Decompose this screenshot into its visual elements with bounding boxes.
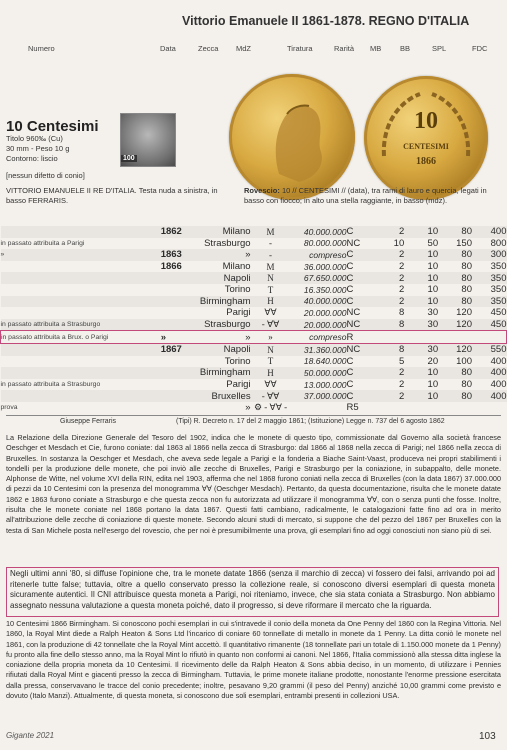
row-rarity: NC [346,237,361,249]
row-note [1,296,161,308]
row-mint: Torino [224,355,251,367]
row-mintmark: ⱯⱯ [264,307,277,318]
col-mdz: MdZ [236,44,251,53]
row-mintmark: ⱯⱯ [264,379,277,390]
row-note [1,343,161,355]
row-mintmark: T [267,356,274,367]
row-year: » [161,331,191,344]
row-mint: » [191,249,251,261]
table-row [1,284,507,296]
row-price-spl: 100 [456,355,472,367]
row-year [161,296,191,308]
row-rarity: C [346,261,354,273]
row-mintage: 20.000.000 [291,319,347,331]
row-mintage: compreso [291,249,347,261]
row-price-spl: 80 [438,367,472,379]
row-price-bb: 10 [404,367,438,379]
coin-reverse-year: 1866 [416,156,436,167]
row-note: » [1,249,161,261]
row-price-fdc: 450 [490,307,507,319]
row-price-fdc: 400 [472,367,507,379]
row-year [161,402,191,414]
row-price-mb: 2 [398,284,405,296]
row-price-bb: 10 [404,226,438,238]
table-row [1,261,507,273]
coin-title-number: 10 [6,118,23,135]
coin-reverse-value: 10 [414,108,438,134]
row-mint: Napoli [191,343,251,355]
row-mint: Birmingham [191,367,251,379]
table-row [1,379,507,391]
row-year [161,319,191,331]
row-price-bb: 10 [427,284,439,296]
page-number: 103 [479,731,496,742]
row-price-mb: 2 [370,249,404,261]
table-row [1,296,507,308]
table-row [1,390,507,402]
row-rarity: C [346,390,370,402]
row-mintage: 13.000.000 [303,379,347,390]
row-price-spl: 80 [438,296,472,308]
mintage-table [0,226,507,414]
reverse-label: Rovescio: [244,186,280,195]
column-headings [0,42,507,56]
row-price-fdc: 450 [472,319,507,331]
row-mint: Strasburgo [191,319,251,331]
row-year [161,272,191,284]
row-mintage: 16.350.000 [303,284,347,295]
col-spl: SPL [432,44,447,53]
row-price-bb: 10 [404,249,438,261]
row-mint: » [245,402,251,414]
row-price-fdc: 350 [490,284,507,296]
row-mintmark: H [251,367,291,379]
row-mintmark: H [251,296,291,308]
row-mint: Milano [222,261,251,273]
row-mint: » [191,331,251,344]
row-price-mb: 8 [370,343,404,355]
row-year: 1867 [161,343,191,355]
row-price-bb: 10 [404,296,438,308]
row-mintage: 37.000.000 [291,390,347,402]
row-price-spl: 80 [438,226,472,238]
row-year [161,379,191,391]
row-mintmark: » [251,331,291,344]
row-mint: Birmingham [191,296,251,308]
row-mintmark: ⚙ - ⱯⱯ - [253,402,288,413]
row-mintmark: - ⱯⱯ [251,390,291,402]
row-price-fdc: 300 [472,249,507,261]
row-price-spl: 80 [438,249,472,261]
row-price-mb: 8 [398,307,405,319]
row-mintmark: T [267,284,274,295]
row-price-bb: 10 [427,261,439,273]
row-mintage: 40.000.000 [291,296,347,308]
paragraph-history: La Relazione della Direzione Generale del Tesoro del 1902, indica che le monete di questo tipo, commissionate dal Governo alla società francese Oeschger et Mesdach et Cie, furono coniate: dal 1863 al 1866 nella zecca di Strasburgo: dal 1866 al 1868 nella zecca di Parigi; nel 1866 nella zecca di Bruxelles. In sostanza la Oeschger et Mesdach, che aveva sede legale a Parigi e la fonderia a Biache Saint-Vaast, produceva nei propri stabilimenti i tondelli per la produzione delle monete, che poi inviò alle zecche di Bruxelles, Parigi e Strasburgo per la coniazione, in subappalto, delle monete. Alphonse de Witte, nel volume XVI della RIN, edita nel 1903, afferma che nel 1868 furono coniati nella zecca di Bruxelles (con la data 1867) 37.000.000 di pezzi da 10 Centesimi con la presenza del monogramma ⱯⱯ (Oeschger Mesdach). Pertanto, da questa documentazione, risulta che le monete datate 1862 e 1863 furono coniate a Strasburgo e che questa zecca non fu autorizzata ad utilizzare il monogramma ⱯⱯ, con o senza punti che fosse. Inoltre, risulta che le monete coniate nel 1868 portano la data 1867. Questi fatti cambiano, radicalmente, le catalogazioni fatte fino ad ora in merito all'attribuzione delle zecche di coniazione di queste monete. Secondo alcuni studi di mercato, si suppone che del pezzo del 1867 per Bruxelles con la testa di San Michele posta nell'esergo del rovescio, che per noi è presumibilmente una prova, gli esemplari fino ad oggi conosciuti non siano più di sei. [6,433,501,535]
row-note: in passato attribuita a Strasburgo [0,381,101,389]
table-row [1,319,507,331]
col-data: Data [160,44,176,53]
row-year [161,390,191,402]
row-price-fdc: 350 [490,261,507,273]
col-mb: MB [370,44,382,53]
row-note [1,272,161,284]
table-row [1,343,507,355]
row-price-spl [438,331,472,344]
row-mint: Milano [191,226,251,238]
row-price-spl: 120 [438,343,472,355]
row-mintage: 18.640.000 [303,356,347,367]
row-mintmark: M [251,226,291,238]
row-mintmark: N [251,343,291,355]
row-price-fdc: 550 [472,343,507,355]
row-price-mb: 2 [370,272,404,284]
row-rarity: R5 [346,402,359,414]
row-price-mb: 2 [370,390,404,402]
row-price-fdc [472,331,507,344]
row-note: in passato attribuita a Strasburgo [1,319,161,331]
row-year [161,284,191,296]
row-year: 1866 [160,261,182,273]
row-price-mb: 2 [370,296,404,308]
row-mintage: 36.000.000 [303,261,347,272]
row-year [161,356,191,368]
table-row [1,331,507,344]
row-note [1,307,161,319]
row-price-mb: 8 [370,319,404,331]
row-price-fdc [472,402,507,414]
row-price-bb: 30 [404,343,438,355]
row-mintmark: - [251,249,291,261]
row-rarity: NC [346,343,370,355]
page-header-title: Vittorio Emanuele II 1861-1878. REGNO D'ITALIA [182,14,470,28]
table-row [1,249,507,261]
row-price-mb [370,402,404,414]
row-mint: Parigi [226,379,251,391]
row-note [1,390,161,402]
row-mintmark: - [269,238,273,249]
row-price-bb: 10 [404,272,438,284]
table-row [1,226,507,238]
row-year: 1862 [161,226,191,238]
paragraph-birmingham: 10 Centesimi 1866 Birmingham. Si conoscono pochi esemplari in cui s'intravede il conio della moneta da One Penny del 1860 con la Regina Vittoria. Nel 1860, la Royal Mint diede a Ralph Heaton & Sons Ltd l'incarico di coniare 60 tonnellate di metallo in monete da 1 Penny. La ditta coniò le monete nel 1861, con la produzione di 42 tonnellate che la Royal Mint accettò. Il quantitativo rimanente (18 tonnellate pari un totale di 1.150.000 monete da 1 Penny) fu pronto alla fine dello stesso anno, ma la Royal Mint lo rifiutò in quanto non conformi ai canoni. Nel 1866, l'Italia commissionò alla stessa ditta inglese la coniazione della propria moneta da 10 Centesimi. Il ricevimento delle da Ralph Heaton & Sons abbia deciso, in un momento, di utilizzare i Pennies rifiutati dalla Royal Mint e giacenti presso la zecca di Birmingham. Tuttavia, le prime monete italiane prodotte, nonostante l'enorme pressione esercitata dalla pressa, conservavano le tracce del conio precedente; inoltre, pesavano 9,20 grammi (il peso del Penny) anziché 10,00 grammi come previsto e dovuto (Italo Manzi). Attualmente, di questa moneta, si conoscono due soli esemplari, entrambi presenti in collezioni USA. [6,619,501,701]
row-rarity: NC [346,319,370,331]
detail-thumbnail-label: 100 [123,155,135,162]
row-mintage: 67.650.000 [291,272,347,284]
row-rarity: C [346,226,370,238]
portrait-icon [229,74,355,200]
row-note [1,261,161,273]
row-mintmark: M [266,261,275,272]
row-price-fdc: 350 [472,296,507,308]
row-price-fdc: 400 [472,226,507,238]
row-price-mb: 2 [370,226,404,238]
row-price-spl: 120 [456,307,472,319]
row-price-bb: 20 [427,355,439,367]
row-price-mb: 10 [393,237,405,249]
row-price-spl: 80 [461,261,472,273]
row-rarity: C [346,355,354,367]
coin-title [6,118,99,135]
col-tiratura: Tiratura [287,44,313,53]
row-price-spl: 80 [461,379,472,391]
row-price-fdc: 400 [490,355,507,367]
legal-reference: (Tipi) R. Decreto n. 17 del 2 maggio 1861; (Istituzione) Legge n. 737 del 6 agosto 1862 [176,418,445,425]
col-numero: Numero [28,44,55,53]
coin-reverse-image [364,76,488,200]
row-price-bb: 10 [404,390,438,402]
row-price-mb: 5 [398,355,405,367]
spec-line-2: 30 mm - Peso 10 g [6,144,70,153]
row-year [161,307,191,319]
row-note [1,226,161,238]
wreath-icon [364,76,488,200]
row-price-bb: 10 [427,379,439,391]
row-mintage: 40.000.000 [291,226,347,238]
row-mintmark: N [251,272,291,284]
table-row [1,238,507,250]
author-credit: Giuseppe Ferraris [60,418,117,425]
row-rarity: C [346,249,370,261]
col-zecca: Zecca [198,44,219,53]
row-price-fdc: 400 [490,379,507,391]
col-fdc: FDC [472,44,488,53]
row-rarity: R [346,331,370,344]
row-price-fdc: 800 [490,237,507,249]
row-price-mb: 2 [398,261,405,273]
row-note [1,356,161,368]
coin-title-text: Centesimi [26,118,99,135]
table-row [1,272,507,284]
row-price-spl: 150 [456,237,472,249]
table-row [1,307,507,319]
row-mintage: compreso [291,331,347,344]
coin-obverse-image [229,74,355,200]
table-row [1,356,507,368]
row-note [1,367,161,379]
separator-line [6,415,501,416]
row-price-spl: 80 [461,284,472,296]
row-price-spl: 80 [438,272,472,284]
highlight-box-text: Negli ultimi anni '80, si diffuse l'opinione che, tra le monete datate 1866 (senza il marchio di zecca) vi fossero dei falsi, arrivando poi ad ritenerle tutte false; tuttavia, oltre a quello conservato presso la collezione reale, si conoscono diversi esemplari di questa moneta sicuramente autentici. Il CNI attribuisce questa moneta a Parigi, noi riteniamo, invece, che sia stata coniata a Strasburgo. Non abbiamo assegnato nessuna valutazione a questa moneta poiché, dato il progresso, si deve riformare il mercato che la riguarda. [10,569,495,610]
row-price-fdc: 350 [472,272,507,284]
row-note: in passato attribuita a Brux. o Parigi [1,331,161,344]
coin-reverse-word: CENTESIMI [403,142,449,151]
row-year [161,238,191,250]
variant-note: [nessun difetto di conio] [6,171,85,180]
table-row [1,402,507,414]
table-row [1,367,507,379]
row-price-bb [404,402,438,414]
row-mint: Bruxelles [191,390,251,402]
row-rarity: C [346,284,354,296]
spec-line-1: Titolo 960‰ (Cu) [6,134,63,143]
row-price-spl [438,402,472,414]
row-rarity: C [346,379,354,391]
row-price-fdc: 400 [472,390,507,402]
row-year: 1863 [161,249,191,261]
row-price-bb: 30 [427,307,439,319]
col-bb: BB [400,44,411,53]
row-mintage: 20.000.000 [303,307,347,318]
row-rarity: C [346,367,370,379]
reverse-text: 10 // CENTESIMI // (data), tra rami di lauro e quercia, legati in basso con fiocco; in alto una stella raggiante, in basso (mdz). [244,186,487,205]
row-mint: Torino [224,284,251,296]
col-rarita: Rarità [334,44,355,53]
row-price-bb: 50 [427,237,439,249]
row-mintage: 31.360.000 [291,343,347,355]
row-rarity: C [346,296,370,308]
row-mint: Napoli [191,272,251,284]
row-rarity: NC [346,307,361,319]
row-mint: Strasburgo [204,237,251,249]
obverse-description: VITTORIO EMANUELE II RE D'ITALIA. Testa nuda a sinistra, in basso FERRARIS. [6,186,218,205]
row-mintage [291,402,347,414]
row-price-mb: 2 [398,379,405,391]
row-price-mb [370,331,404,344]
row-note: prova [0,404,18,412]
row-note [1,284,161,296]
row-note: in passato attribuita a Parigi [0,239,85,247]
spec-line-3: Contorno: liscio [6,154,58,163]
row-price-mb: 2 [370,367,404,379]
reverse-description [244,186,500,206]
row-mintage: 80.000.000 [303,238,347,249]
row-rarity: C [346,272,370,284]
row-price-spl: 120 [438,319,472,331]
row-year [161,367,191,379]
row-price-bb: 30 [404,319,438,331]
row-mint: Parigi [226,307,251,319]
row-mintmark: - ⱯⱯ [251,319,291,331]
row-price-spl: 80 [438,390,472,402]
row-price-bb [404,331,438,344]
catalog-footer: Gigante 2021 [6,731,55,740]
row-mintage: 50.000.000 [291,367,347,379]
